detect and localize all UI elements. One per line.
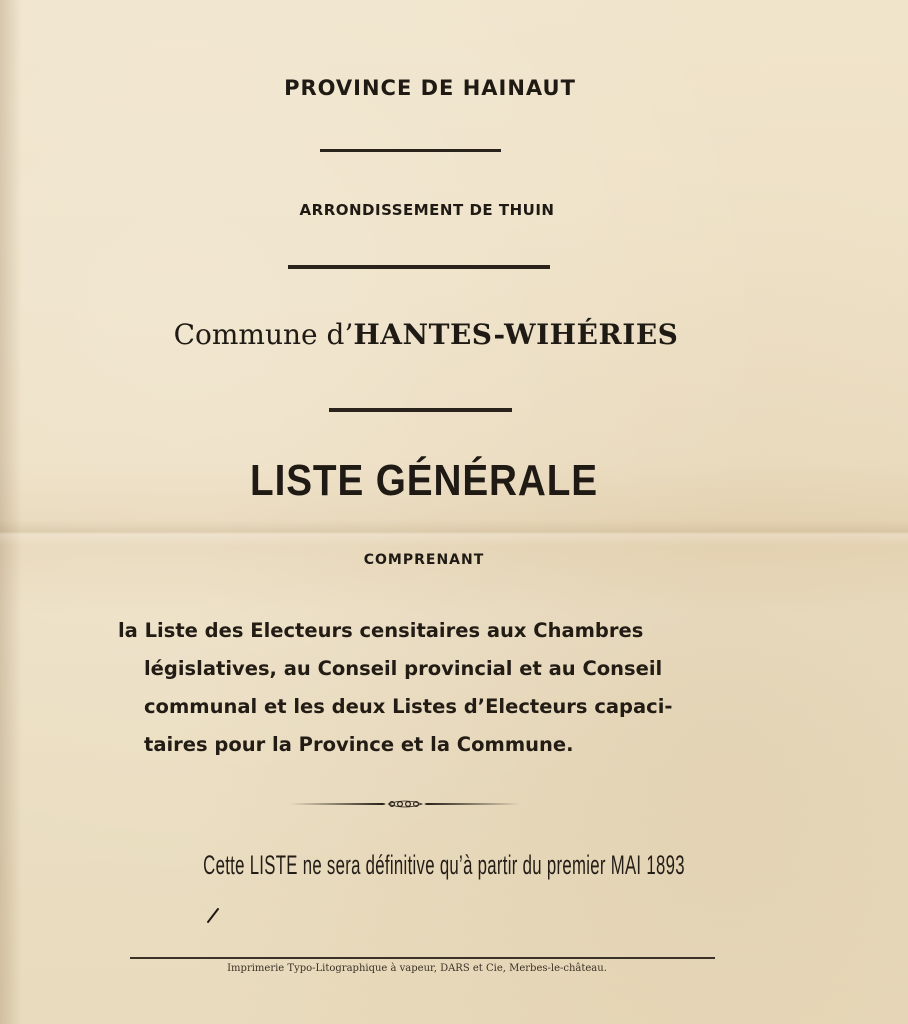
description-line-4: taires pour la Province et la Commune. [144,733,574,756]
paper-fold-crease [0,520,908,546]
description-line-2: législatives, au Conseil provincial et au Conseil [144,657,663,680]
commune-prefix: Commune d’ [173,318,354,351]
divider-rule-3 [329,408,512,412]
province-heading: PROVINCE DE HAINAUT [284,76,576,100]
printer-imprint: Imprimerie Typo-Litographique à vapeur, DARS et Cie, Merbes-le-château. [227,963,607,974]
description-paragraph [118,612,758,764]
description-line-3: communal et les deux Listes d’Electeurs capaci- [144,695,673,718]
commune-heading [0,318,880,351]
document-subtitle: COMPRENANT [363,552,485,568]
divider-rule-2 [288,265,550,269]
document-title: LISTE GÉNÉRALE [250,456,598,505]
description-line-1: la Liste des Electeurs censitaires aux Chambres [118,619,644,642]
commune-name: HANTES-WIHÉRIES [353,318,679,351]
imprint-rule [130,957,715,959]
paper-edge-shadow [0,0,22,1024]
arrondissement-heading: ARRONDISSEMENT DE THUIN [299,201,555,219]
validity-notice: Cette LISTE ne sera définitive qu’à partir du premier MAI 1893 [203,850,685,880]
ornament-divider-icon [288,796,522,812]
divider-rule-1 [320,149,501,152]
pen-mark-icon [205,906,221,924]
